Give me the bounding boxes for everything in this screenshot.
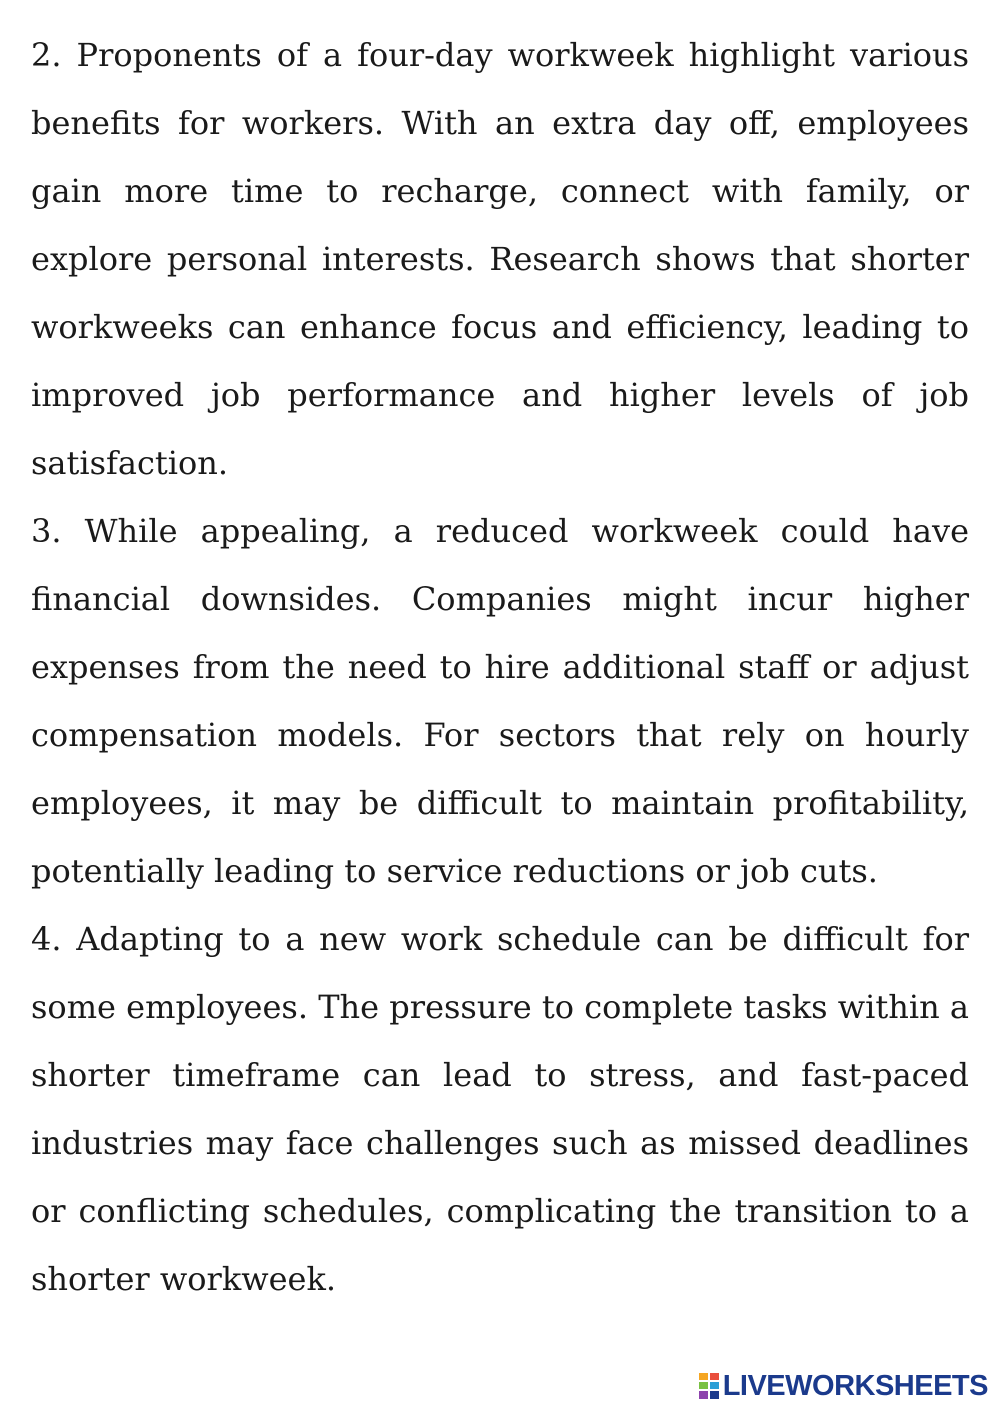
liveworksheets-brand[interactable]: [699, 1366, 988, 1406]
paragraph-2: 2. Proponents of a four-day workweek highlight various benefits for workers. With an extra day off, employees gain more time to recharge, connect with family, or explore personal interests. Research shows that shorter workweeks can enhance focus and efficiency, leading to improved job performance and higher levels of job satisfaction.: [31, 36, 969, 482]
brand-name: LIVEWORKSHEETS: [722, 1369, 988, 1402]
liveworksheets-logo-icon: [699, 1373, 719, 1399]
paragraph-4: 4. Adapting to a new work schedule can be difficult for some employees. The pressure to complete tasks within a shorter timeframe can lead to stress, and fast-paced industries may face challenges such as missed deadlines or conflicting schedules, complicating the transition to a shorter workweek.: [31, 920, 969, 1298]
worksheet-page: [31, 21, 969, 1313]
paragraph-3: 3. While appealing, a reduced workweek could have financial downsides. Companies might incur higher expenses from the need to hire additional staff or adjust compensation models. For sectors that rely on hourly employees, it may be difficult to maintain profitability, potentially leading to service reductions or job cuts.: [31, 512, 969, 890]
